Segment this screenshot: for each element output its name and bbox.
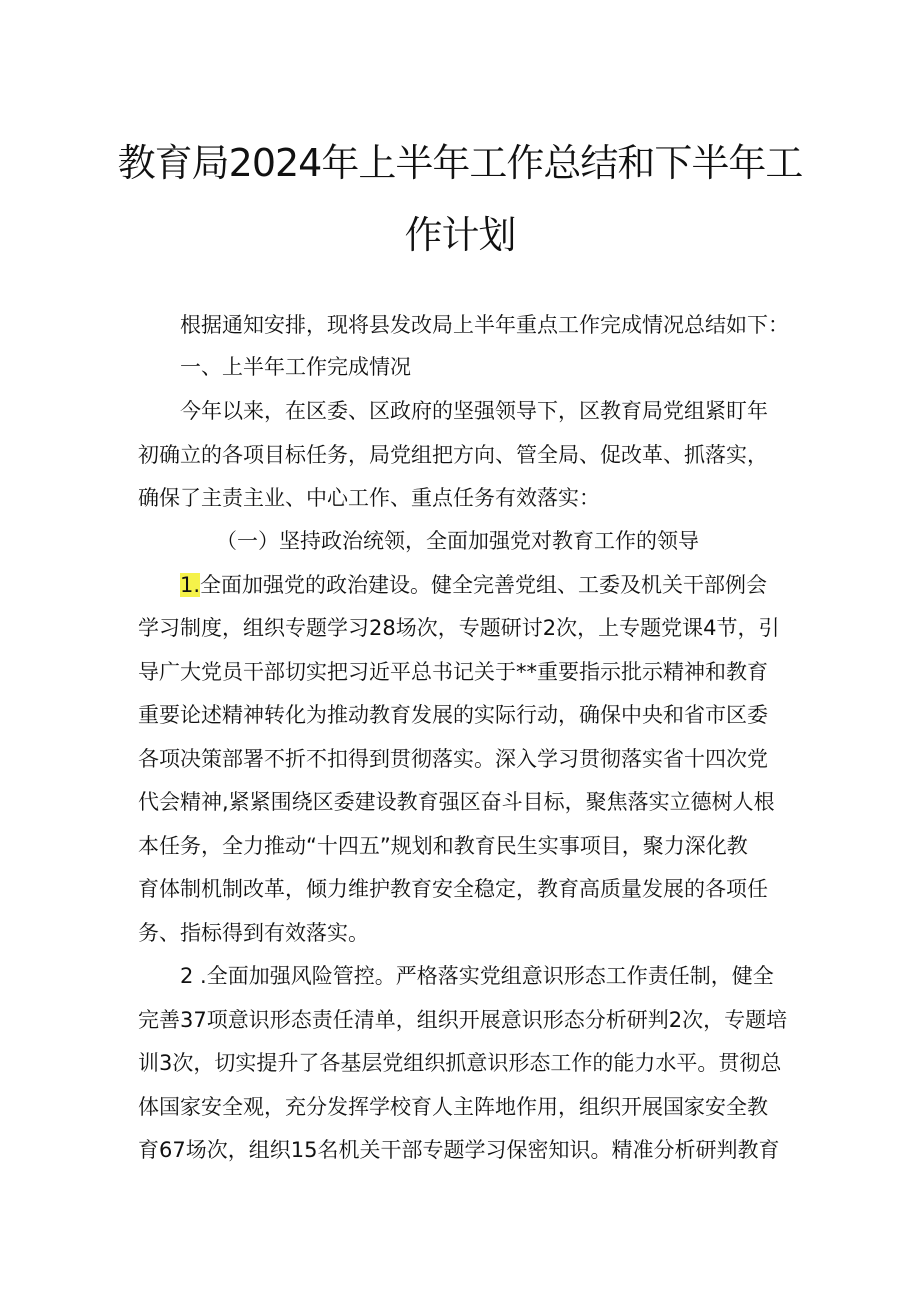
document-title-line-2: 作计划 <box>404 213 516 257</box>
item-1-line: 务、指标得到有效落实。 <box>138 921 369 945</box>
paragraph-1-line: 初确立的各项目标任务，局党组把方向、管全局、促改革、抓落实， <box>138 443 768 467</box>
intro-paragraph: 根据通知安排，现将县发改局上半年重点工作完成情况总结如下： <box>180 313 789 337</box>
item-2-line: 育67场次，组织15名机关干部专题学习保密知识。精准分析研判教育 <box>138 1138 780 1162</box>
item-1-first-text: 全面加强党的政治建设。健全完善党组、工委及机关干部例会 <box>200 573 768 597</box>
subsection-1-heading: （一）坚持政治统领，全面加强党对教育工作的领导 <box>216 529 699 553</box>
item-2-line: 体国家安全观，充分发挥学校育人主阵地作用，组织开展国家安全教 <box>138 1095 768 1119</box>
paragraph-1-line: 确保了主责主业、中心工作、重点任务有效落实： <box>138 486 600 510</box>
item-1-line: 重要论述精神转化为推动教育发展的实际行动，确保中央和省市区委 <box>138 703 768 727</box>
paragraph-1-line: 今年以来，在区委、区政府的坚强领导下，区教育局党组紧盯年 <box>180 399 768 423</box>
item-1-line: 育体制机制改革，倾力维护教育安全稳定，教育高质量发展的各项任 <box>138 877 768 901</box>
item-1-line: 学习制度，组织专题学习28场次，专题研讨2次，上专题党课4节，引 <box>138 616 780 640</box>
item-1-line: 各项决策部署不折不扣得到贯彻落实。深入学习贯彻落实省十四次党 <box>138 747 768 771</box>
document-title-line-1: 教育局2024年上半年工作总结和下半年工 <box>117 141 803 185</box>
item-2-line: 完善37项意识形态责任清单，组织开展意识形态分析研判2次，专题培 <box>138 1008 788 1032</box>
item-1-line: 导广大党员干部切实把习近平总书记关于**重要指示批示精神和教育 <box>138 660 768 684</box>
item-2-first-line: 2 .全面加强风险管控。严格落实党组意识形态工作责任制，健全 <box>180 964 774 988</box>
item-1-number-highlight: 1. <box>180 573 201 597</box>
section-1-heading: 一、上半年工作完成情况 <box>180 355 411 379</box>
item-1-line: 代会精神,紧紧围绕区委建设教育强区奋斗目标，聚焦落实立德树人根 <box>138 790 775 814</box>
item-2-line: 训3次，切实提升了各基层党组织抓意识形态工作的能力水平。贯彻总 <box>138 1051 782 1075</box>
item-1-first-line <box>180 571 830 599</box>
item-1-line: 本任务，全力推动“十四五”规划和教育民生实事项目，聚力深化教 <box>138 834 748 858</box>
